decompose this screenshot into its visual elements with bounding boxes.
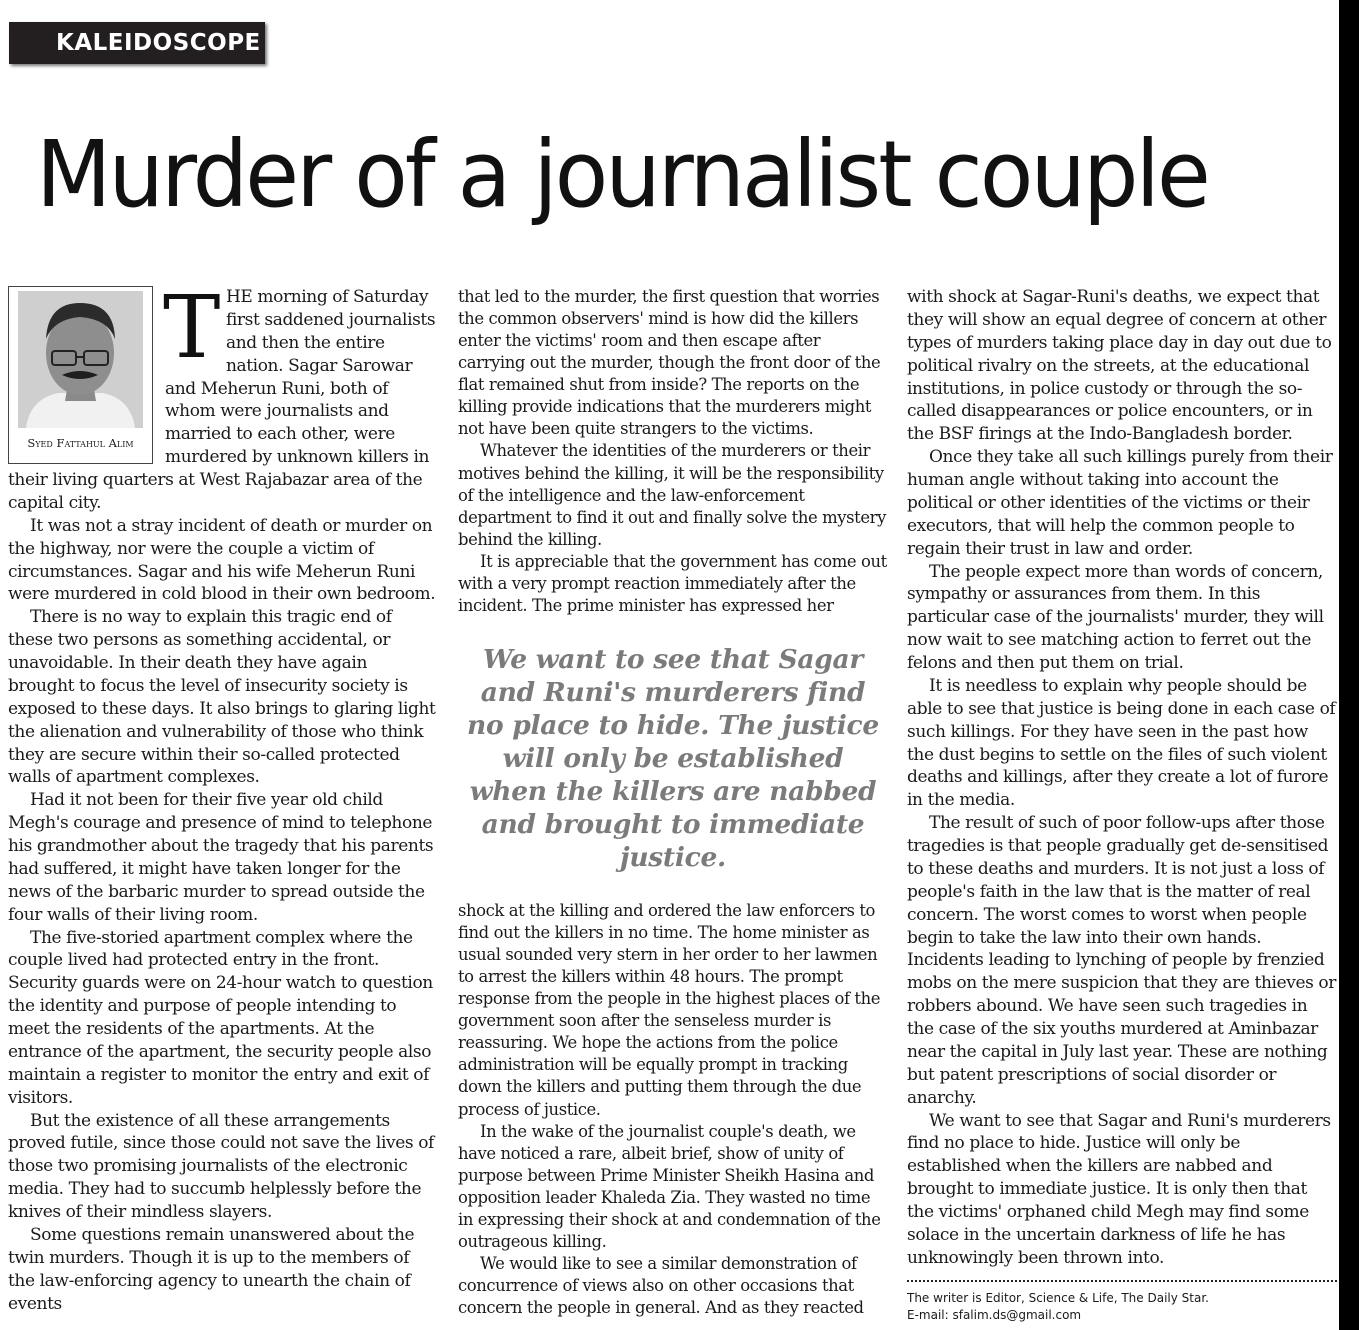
writer-email: E-mail: sfalim.ds@gmail.com <box>907 1307 1082 1322</box>
paragraph: Whatever the identities of the murderers or their motives behind the killing, it will be the responsibility of the intelligence and the law-enforcement department to find it out and finally solve the mystery behind the killing. <box>458 441 886 549</box>
paragraph: It is needless to explain why people should be able to see that justice is being done in each case of such killings. For they have seen in the past how the dust begins to settle on the files of such violent deaths and killings, after they create a lot of furore in the media. <box>907 675 1336 811</box>
page-edge-bar <box>1339 0 1359 1330</box>
paragraph: Had it not been for their five year old child Megh's courage and presence of mind to telephone his grandmother about the tragedy that his parents had suffered, it might have taken longer for the news of the barbaric murder to spread outside the four walls of their living room. <box>8 790 434 925</box>
headline: Murder of a journalist couple <box>36 121 1208 228</box>
paragraph: We would like to see a similar demonstration of concurrence of views also on other occasions that concern the people in general. And as they reacted <box>458 1253 864 1318</box>
pull-quote: We want to see that Sagar and Runi's murderers find no place to hide. The justice will only be established when the killers are nabbed and brought to immediate justice. <box>467 643 879 873</box>
paragraph: that led to the murder, the first question that worries the common observers' mind is how did the killers enter the victims' room and then escape after carrying out the murder, though the front door of the flat remained shut from inside? The reports on the killing provide indications that the murderers might not have been quite strangers to the victims. <box>458 287 881 439</box>
paragraph: shock at the killing and ordered the law enforcers to find out the killers in no time. The home minister as usual sounded very stern in her order to her lawmen to arrest the killers within 48 hours. The prompt response from the people in the highest places of the government soon after the senseless murder is reassuring. We hope the actions from the police administration will be equally prompt in tracking down the killers and putting them through the due process of justice. <box>458 900 881 1119</box>
paragraph: In the wake of the journalist couple's death, we have noticed a rare, albeit brief, show of unity of purpose between Prime Minister Sheikh Hasina and opposition leader Khaleda Zia. They wasted no time in expressing their shock at and condemnation of the outrageous killing. <box>458 1121 881 1251</box>
drop-cap: T <box>163 278 220 378</box>
paragraph: with shock at Sagar-Runi's deaths, we expect that they will show an equal degree of concern at other types of murders taking place day in day out due to political rivalry on the streets, at the educational institutions, in police custody or through the so-called disappearances or police encounters, or in the BSF firings at the Indo-Bangladesh border. <box>907 287 1332 445</box>
paragraph: Once they take all such killings purely from their human angle without taking into account the political or other identities of the victims or their executors, that will help the common people to regain their trust in law and order. <box>907 447 1333 559</box>
paragraph: The five-storied apartment complex where the couple lived had protected entry in the front. Security guards were on 24-hour watch to question the identity and purpose of people intending to meet the residents of the apartments. At the entrance of the apartment, the security people also maintain a register to monitor the entry and exit of visitors. <box>8 927 433 1108</box>
paragraph: Some questions remain unanswered about the twin murders. Though it is up to the members of the law-enforcing agency to unearth the chain of events <box>8 1224 415 1314</box>
byline-box <box>8 286 153 464</box>
paragraph: There is no way to explain this tragic end of these two persons as something accidental, or unavoidable. In their death they have again brought to focus the level of insecurity society is exposed to these days. It also brings to glaring light the alienation and vulnerability of those who think they are secure within their so-called protected walls of apartment complexes. <box>8 607 436 788</box>
article-column-3 <box>907 286 1337 1324</box>
byline-name: Syed Fattahul Alim <box>27 436 134 450</box>
paragraph: HE morning of Saturday first saddened journalists and then the entire nation. Sagar Sarowar and Meherun Runi, both of whom were journalists and married to each other, were murdered by unknown killers in their living quarters at West Rajabazar area of the capital city. <box>8 287 436 513</box>
paragraph: The result of such of poor follow-ups after those tragedies is that people gradually get de-sensitised to these deaths and murders. It is not just a loss of people's faith in the law that is the matter of real concern. The worst comes to worst when people begin to take the law into their own hands. Incidents leading to lynching of people by frenzied mobs on the mere suspicion that they are thieves or robbers abound. We have seen such tragedies in the case of the six youths murdered at Aminbazar near the capital in July last year. These are nothing but patent prescriptions of social disorder or anarchy. <box>907 813 1336 1108</box>
article-column-2 <box>458 286 888 1319</box>
section-tag: KALEIDOSCOPE <box>9 22 265 64</box>
writer-note: The writer is Editor, Science & Life, The Daily Star. <box>907 1290 1209 1305</box>
paragraph: The people expect more than words of concern, sympathy or assurances from them. In this particular case of the journalists' murder, they will now wait to see matching action to ferret out the felons and then put them on trial. <box>907 561 1324 673</box>
divider <box>907 1280 1337 1282</box>
paragraph: We want to see that Sagar and Runi's murderers find no place to hide. Justice will only be established when the killers are nabbed and brought to immediate justice. It is only then that the victims' orphaned child Megh may find some solace in the uncertain darkness of life he has unknowingly been thrown into. <box>907 1110 1331 1268</box>
paragraph: It is appreciable that the government has come out with a very prompt reaction immediately after the incident. The prime minister has expressed her <box>458 551 887 615</box>
paragraph: It was not a stray incident of death or murder on the highway, nor were the couple a victim of circumstances. Sagar and his wife Meherun Runi were murdered in cold blood in their own bedroom. <box>8 515 436 605</box>
article-column-1 <box>8 278 438 1315</box>
paragraph: But the existence of all these arrangements proved futile, since those could not save the lives of those two promising journalists of the electronic media. They had to succumb helplessly before the knives of their mindless slayers. <box>8 1110 434 1222</box>
author-portrait-icon <box>18 291 143 428</box>
